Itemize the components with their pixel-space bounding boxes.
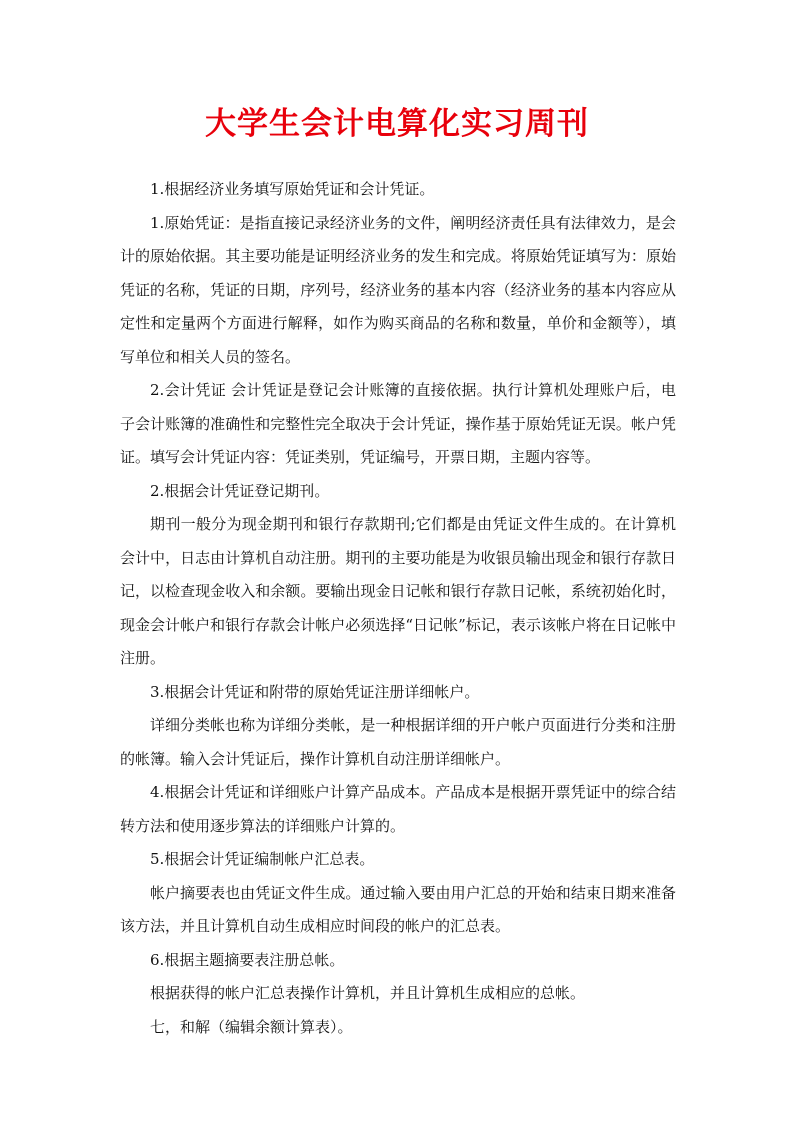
paragraph-4: 2.根据会计凭证登记期刊。: [150, 481, 330, 500]
paragraph-2: 1.原始凭证：是指直接记录经济业务的文件，阐明经济责任具有法律效力，是会计的原始依据。其主要功能是证明经济业务的发生和完成。将原始凭证填写为：原始凭证的名称，凭证的日期，序列号，经济业务的基本内容（经济业务的基本内容应从定性和定量两个方面进行解释，如作为购买商品的名称和数量，单价和金额等），填写单位和相关人员的签名。: [120, 213, 676, 366]
paragraph-11: 6.根据主题摘要表注册总帐。: [150, 950, 345, 969]
paragraph-3: 2.会计凭证 会计凭证是登记会计账簿的直接依据。执行计算机处理账户后，电子会计账簿的准确性和完整性完全取决于会计凭证，操作基于原始凭证无误。帐户凭证。填写会计凭证内容：凭证类别，凭证编号，开票日期，主题内容等。: [120, 381, 676, 466]
paragraph-6: 3.根据会计凭证和附带的原始凭证注册详细帐户。: [150, 682, 480, 701]
paragraph-7: 详细分类帐也称为详细分类帐，是一种根据详细的开户帐户页面进行分类和注册的帐簿。输入会计凭证后，操作计算机自动注册详细帐户。: [120, 716, 676, 768]
document-title: 大学生会计电算化实习周刊: [205, 106, 589, 142]
paragraph-13: 七，和解（编辑余额计算表）。: [150, 1017, 353, 1036]
paragraph-8: 4.根据会计凭证和详细账户计算产品成本。产品成本是根据开票凭证中的综合结转方法和使用逐步算法的详细账户计算的。: [120, 783, 676, 835]
paragraph-12: 根据获得的帐户汇总表操作计算机，并且计算机生成相应的总帐。: [150, 984, 586, 1002]
paragraph-9: 5.根据会计凭证编制帐户汇总表。: [150, 850, 375, 868]
paragraph-10: 帐户摘要表也由凭证文件生成。通过输入要由用户汇总的开始和结束日期来准备该方法，并且计算机自动生成相应时间段的帐户的汇总表。: [120, 883, 676, 935]
paragraph-1: 1.根据经济业务填写原始凭证和会计凭证。: [150, 180, 435, 198]
paragraph-5: 期刊一般分为现金期刊和银行存款期刊;它们都是由凭证文件生成的。在计算机会计中，日志由计算机自动注册。期刊的主要功能是为收银员输出现金和银行存款日记，以检查现金收入和余额。要输出现金日记帐和银行存款日记帐，系统初始化时，现金会计帐户和银行存款会计帐户必须选择“日记帐”标记，表示该帐户将在日记帐中注册。: [120, 515, 676, 667]
document-body: [120, 173, 676, 1044]
